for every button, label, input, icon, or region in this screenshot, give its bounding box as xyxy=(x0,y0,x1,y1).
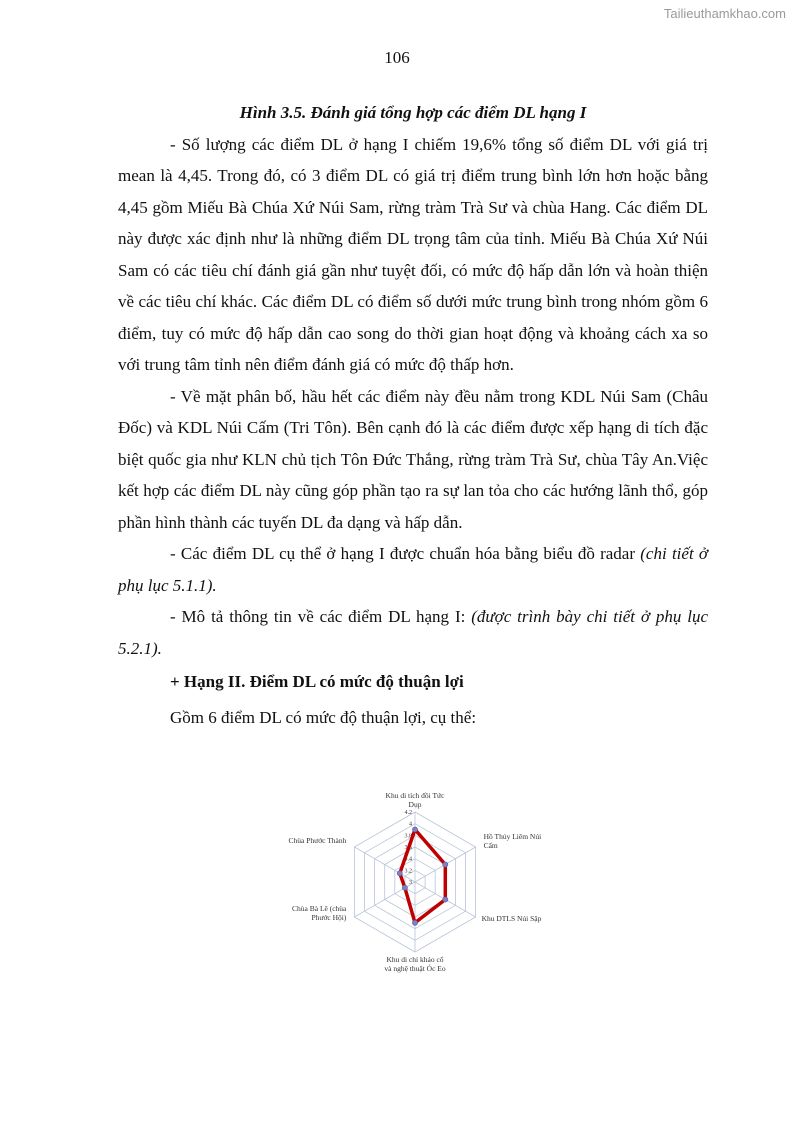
radar-data-point xyxy=(412,827,417,832)
radar-tick-label: 4.2 xyxy=(404,810,412,816)
watermark: Tailieuthamkhao.com xyxy=(663,6,786,21)
radar-tick-label: 3.4 xyxy=(404,856,412,863)
page-number: 106 xyxy=(384,48,410,67)
radar-tick-label: 3.8 xyxy=(404,833,412,840)
paragraph-4 xyxy=(118,601,708,664)
appendix-reference: (được trình bày chi tiết ở phụ lục 5.2.1). xyxy=(118,607,709,658)
radar-category-label: Chùa Bà Lê (chùa Phước Hội) xyxy=(292,904,347,922)
radar-category-label: Hồ Thủy Liêm Núi Cấm xyxy=(483,832,542,850)
paragraph-5: Gồm 6 điểm DL có mức độ thuận lợi, cụ thể: xyxy=(170,707,477,727)
paragraph-4-text: - Mô tả thông tin về các điểm DL hạng I: xyxy=(170,607,472,626)
paragraph-2: - Về mặt phân bố, hầu hết các điểm này đều nằm trong KDL Núi Sam (Châu Đốc) và KDL Núi Cấm (Tri Tôn). Bên cạnh đó là các điểm được xếp hạng di tích đặc biệt quốc gia như KLN chủ tịch Tôn Đức Thắng, rừng tràm Trà Sư, chùa Tây An.Việc kết hợp các điểm DL này cũng góp phần tạo ra sự lan tỏa cho các hướng lãnh thổ, góp phần hình thành các tuyến DL đa dạng và hấp dẫn. xyxy=(118,386,708,532)
radar-category-label: Khu DTLS Núi Sập xyxy=(481,914,542,923)
radar-category-label: Khu di tích đồi Tức Dụp xyxy=(385,791,445,809)
radar-data-point xyxy=(443,897,448,902)
radar-category-label: Chùa Phước Thành xyxy=(288,836,347,845)
radar-data-point xyxy=(412,920,417,925)
radar-series-line xyxy=(400,830,446,923)
radar-data-point xyxy=(397,871,402,876)
radar-tick-label: 3.6 xyxy=(404,845,412,851)
appendix-reference: (chi tiết ở phụ lục 5.1.1). xyxy=(118,544,708,595)
radar-tick-label: 3.2 xyxy=(404,868,412,875)
radar-data-point xyxy=(443,862,448,867)
radar-category-label: Khu di chỉ khảo cổ và nghệ thuật Óc Eo xyxy=(384,955,446,973)
radar-chart xyxy=(260,770,570,995)
figure-caption: Hình 3.5. Đánh giá tổng hợp các điểm DL hạng I xyxy=(239,103,587,122)
paragraph-3-text: - Các điểm DL cụ thể ở hạng I được chuẩn hóa bằng biểu đồ radar xyxy=(170,544,641,563)
radar-tick-label: 3 xyxy=(409,880,412,886)
radar-tick-label: 4 xyxy=(409,821,412,828)
section-heading: + Hạng II. Điểm DL có mức độ thuận lợi xyxy=(170,672,464,691)
document-body xyxy=(118,97,708,733)
paragraph-1: - Số lượng các điểm DL ở hạng I chiếm 19,6% tổng số điểm DL với giá trị mean là 4,45. Trong đó, có 3 điểm DL có giá trị điểm trung bình lớn hơn hoặc bằng 4,45 gồm Miếu Bà Chúa Xứ Núi Sam, rừng tràm Trà Sư và chùa Hang. Các điểm DL này được xác định như là những điểm DL trọng tâm của tỉnh. Miếu Bà Chúa Xứ Núi Sam có các tiêu chí đánh giá gần như tuyệt đối, có mức độ hấp dẫn lớn và hoàn thiện về các tiêu chí khác. Các điểm DL có điểm số dưới mức trung bình trong nhóm gồm 6 điểm, tuy có mức độ hấp dẫn cao song do thời gian hoạt động và khoảng cách xa so với trung tâm tỉnh nên điểm đánh giá có mức độ thấp hơn. xyxy=(118,134,708,374)
paragraph-3 xyxy=(118,538,708,601)
radar-data-point xyxy=(402,885,407,890)
